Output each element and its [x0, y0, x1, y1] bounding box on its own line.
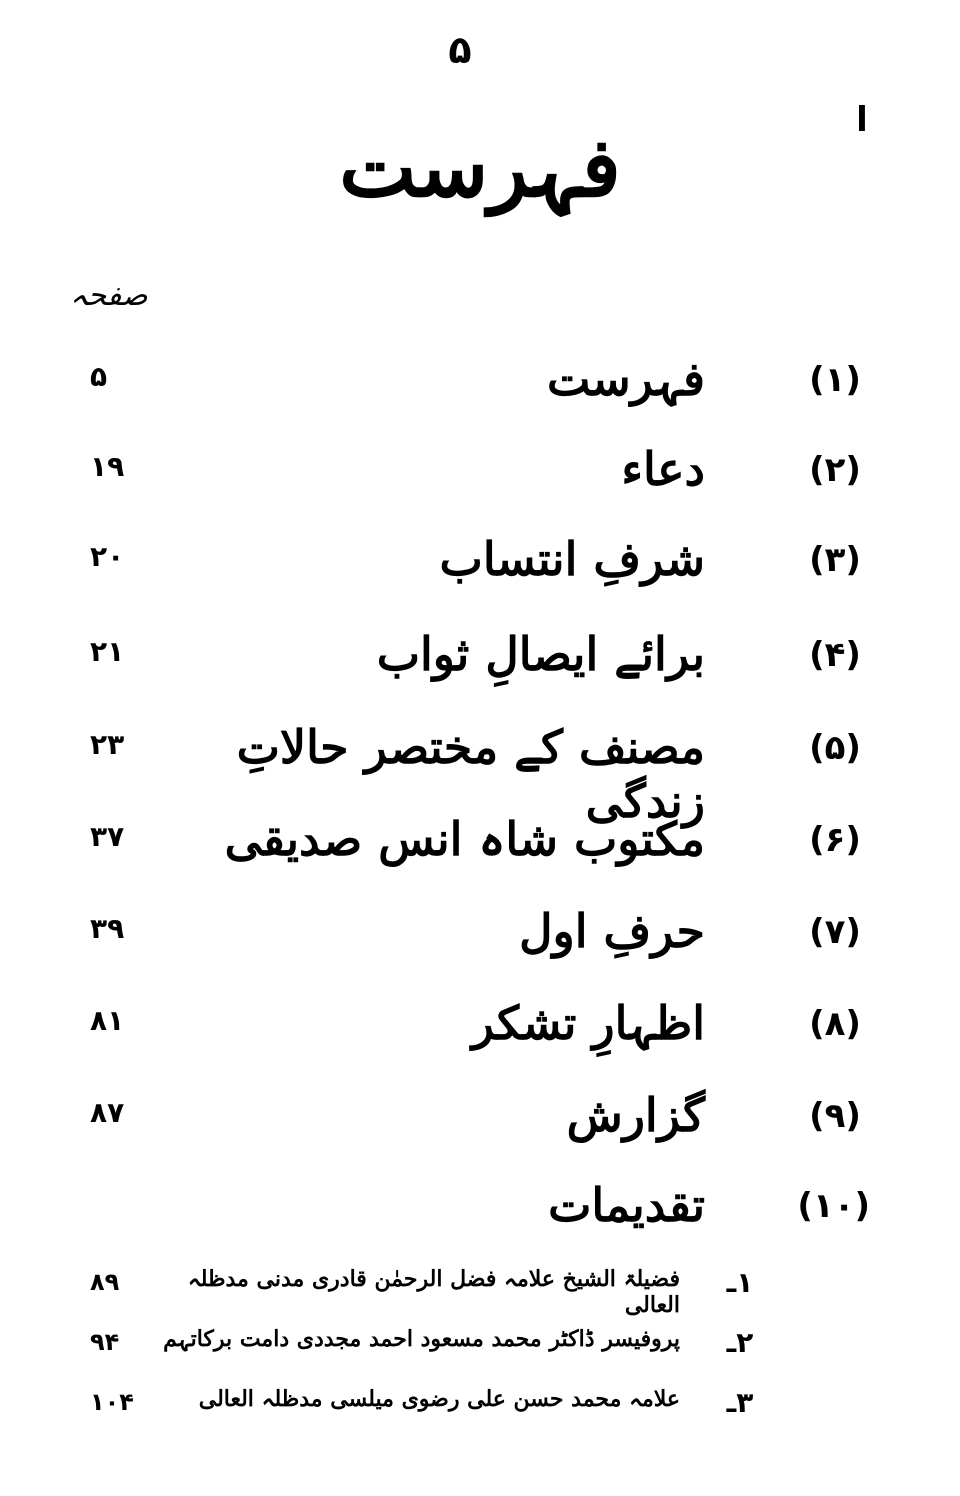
toc-entry	[60, 996, 880, 1084]
page-title: فہرست	[339, 120, 621, 216]
page-number: ۵	[448, 28, 472, 72]
entry-number: (۲)	[809, 450, 861, 490]
page-column-header: صفحہ	[70, 278, 148, 313]
sub-entry-number: ۲ـ	[726, 1326, 754, 1359]
entry-page: ۵	[90, 360, 108, 393]
entry-title: مکتوب شاہ انس صدیقی	[224, 812, 705, 866]
sub-entry-title: علامہ محمد حسن علی رضوی میلسی مدظلہ العالی	[198, 1386, 680, 1412]
toc-entry	[60, 904, 880, 992]
sub-entry-number: ۱ـ	[726, 1266, 754, 1299]
corner-mark: ا	[856, 100, 868, 140]
entry-number: (۷)	[809, 912, 861, 952]
entry-number: (۳)	[809, 540, 861, 580]
entry-title: برائے ایصالِ ثواب	[376, 627, 705, 681]
entry-page: ۲۰	[90, 540, 125, 573]
entry-title: اظہارِ تشکر	[471, 996, 705, 1050]
entry-number: (۴)	[809, 635, 861, 675]
entry-page: ۲۳	[90, 728, 125, 761]
entry-title: مصنف کے مختصر حالاتِ زندگی	[236, 720, 705, 828]
sub-entry-title: پروفیسر ڈاکٹر محمد مسعود احمد مجددی دامت برکاتہم	[163, 1326, 680, 1352]
entry-number: (۹)	[809, 1096, 861, 1136]
sub-entry-page: ۹۴	[90, 1328, 120, 1356]
toc-entry	[60, 720, 880, 828]
toc-entry	[60, 812, 880, 900]
toc-entry	[60, 352, 880, 440]
entry-page: ۳۷	[90, 820, 125, 853]
toc-entry	[60, 627, 880, 715]
entry-number: (۱)	[809, 360, 861, 400]
entry-page: ۳۹	[90, 912, 125, 945]
toc-sub-entry	[60, 1386, 880, 1436]
sub-entry-title: فضیلۃ الشیخ علامہ فضل الرحمٰن قادری مدنی مدظلہ العالی	[187, 1266, 680, 1318]
entry-page: ۸۱	[90, 1004, 125, 1037]
toc-entry	[60, 532, 880, 620]
entry-title: حرفِ اول	[519, 904, 705, 958]
entry-number: (۸)	[809, 1004, 861, 1044]
entry-page: ۲۱	[90, 635, 125, 668]
toc-entry	[60, 442, 880, 530]
toc-entry	[60, 1088, 880, 1176]
entry-title: فہرست	[546, 352, 705, 406]
entry-title: شرفِ انتساب	[439, 532, 705, 586]
entry-number: (۱۰)	[797, 1186, 870, 1226]
toc-sub-entry	[60, 1326, 880, 1376]
toc-entry	[60, 1178, 880, 1266]
sub-entry-page: ۱۰۴	[90, 1388, 134, 1416]
toc-sub-entry	[60, 1266, 880, 1316]
entry-title: دعاء	[621, 442, 705, 496]
sub-entry-number: ۳ـ	[726, 1386, 754, 1419]
entry-title: تقدیمات	[548, 1178, 705, 1232]
entry-page: ۸۷	[90, 1096, 125, 1129]
entry-number: (۵)	[809, 728, 861, 768]
entry-page: ۱۹	[90, 450, 125, 483]
entry-title: گزارش	[566, 1088, 705, 1142]
sub-entry-page: ۸۹	[90, 1268, 120, 1296]
entry-number: (۶)	[809, 820, 861, 860]
